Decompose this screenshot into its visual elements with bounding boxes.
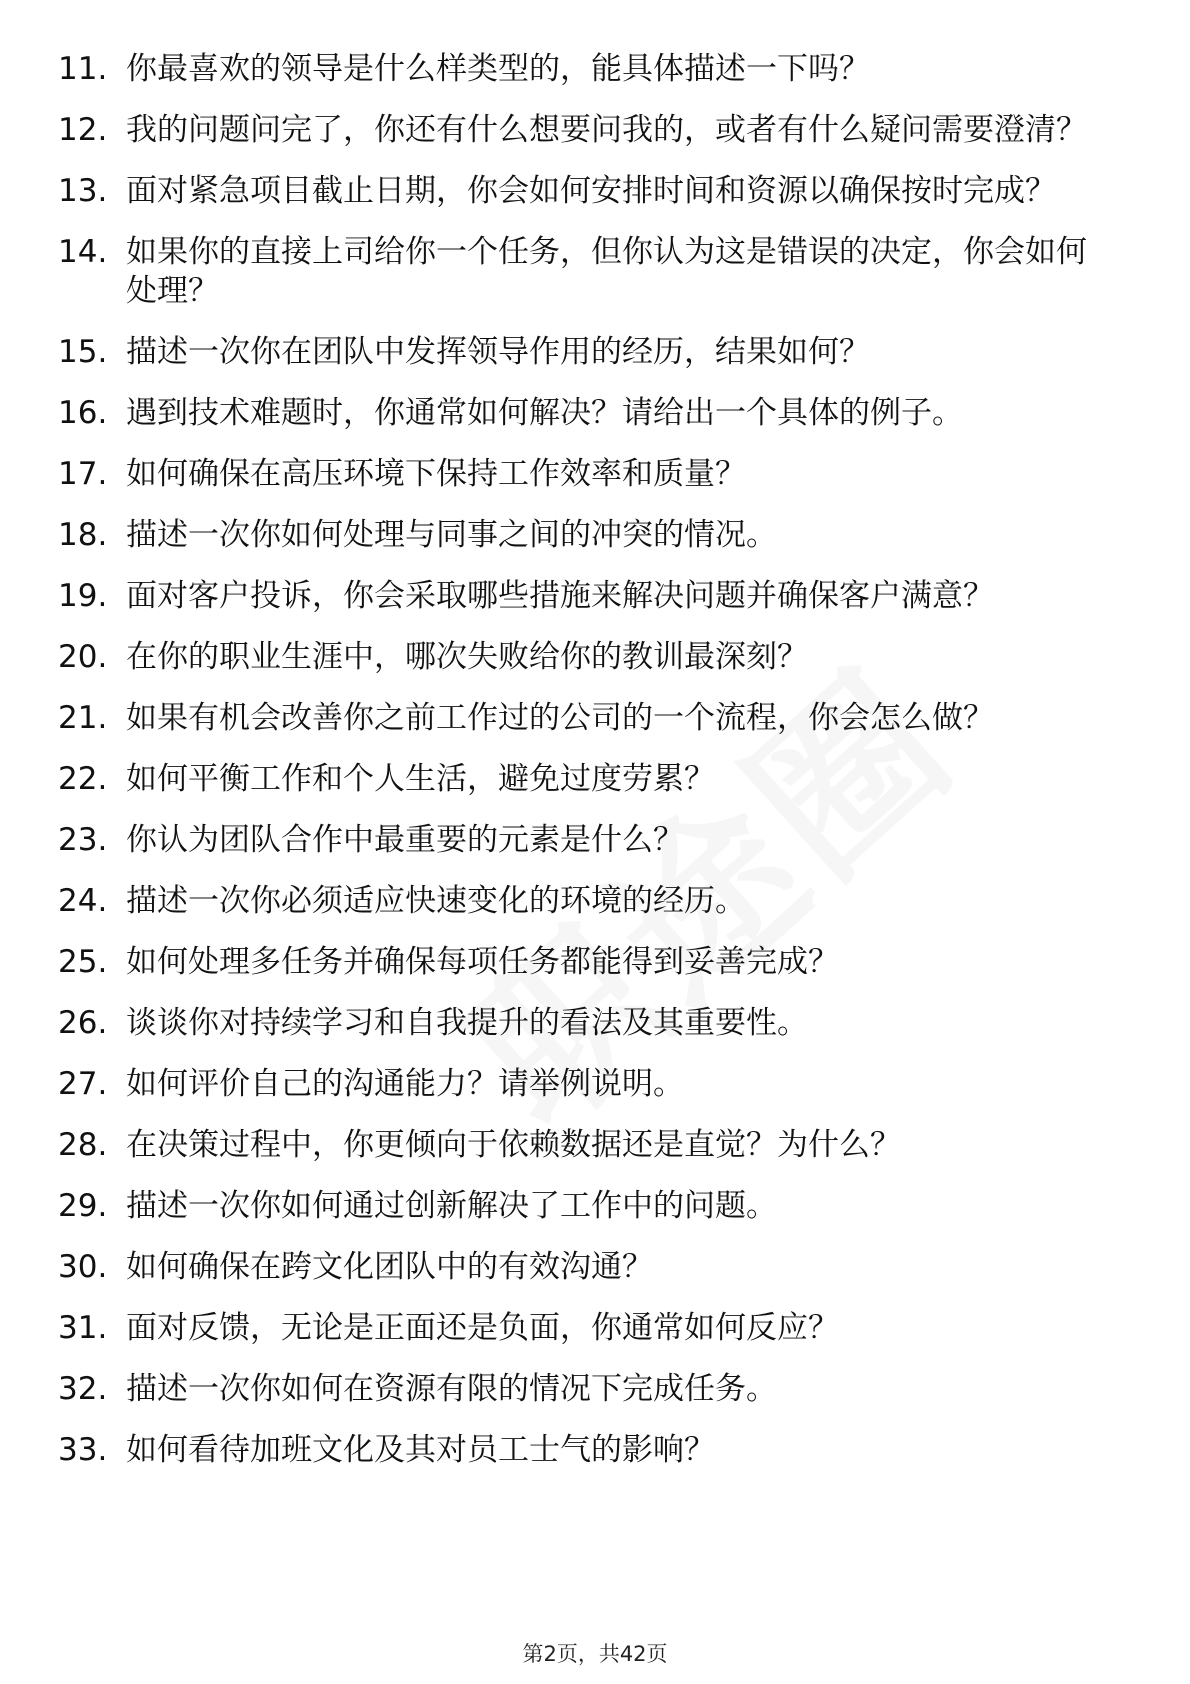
question-text: 描述一次你必须适应快速变化的环境的经历。 — [126, 883, 746, 919]
question-number: 28. — [58, 1127, 108, 1163]
list-item — [0, 455, 1190, 494]
question-number: 22. — [58, 761, 108, 797]
list-item — [0, 1004, 1190, 1043]
list-item — [0, 577, 1190, 616]
question-text: 你认为团队合作中最重要的元素是什么？ — [126, 822, 684, 858]
question-number: 11. — [58, 51, 108, 87]
question-text: 描述一次你如何在资源有限的情况下完成任务。 — [126, 1371, 777, 1407]
list-item — [0, 1248, 1190, 1287]
question-number: 31. — [58, 1310, 108, 1346]
page-footer: 第2页，共42页 — [522, 1642, 668, 1666]
question-number: 20. — [58, 639, 108, 675]
question-number: 33. — [58, 1432, 108, 1468]
question-text: 在决策过程中，你更倾向于依赖数据还是直觉？为什么？ — [126, 1127, 901, 1163]
question-number: 19. — [58, 578, 108, 614]
list-item — [0, 943, 1190, 982]
list-item — [0, 516, 1190, 555]
list-item — [0, 394, 1190, 433]
question-number: 21. — [58, 700, 108, 736]
list-item — [0, 233, 1190, 311]
question-text: 描述一次你如何处理与同事之间的冲突的情况。 — [126, 517, 777, 553]
question-list — [0, 50, 1190, 1492]
list-item — [0, 638, 1190, 677]
question-text: 谈谈你对持续学习和自我提升的看法及其重要性。 — [126, 1005, 808, 1041]
question-text: 面对客户投诉，你会采取哪些措施来解决问题并确保客户满意？ — [126, 578, 994, 614]
list-item — [0, 172, 1190, 211]
question-text: 描述一次你如何通过创新解决了工作中的问题。 — [126, 1188, 777, 1224]
list-item — [0, 333, 1190, 372]
question-text: 在你的职业生涯中，哪次失败给你的教训最深刻？ — [126, 639, 808, 675]
question-text: 遇到技术难题时，你通常如何解决？请给出一个具体的例子。 — [126, 395, 963, 431]
question-number: 32. — [58, 1371, 108, 1407]
question-text: 如何确保在跨文化团队中的有效沟通？ — [126, 1249, 653, 1285]
question-number: 13. — [58, 173, 108, 209]
question-text: 如何平衡工作和个人生活，避免过度劳累？ — [126, 761, 715, 797]
question-number: 17. — [58, 456, 108, 492]
question-text: 如果有机会改善你之前工作过的公司的一个流程，你会怎么做？ — [126, 700, 994, 736]
question-text: 面对反馈，无论是正面还是负面，你通常如何反应？ — [126, 1310, 839, 1346]
question-number: 23. — [58, 822, 108, 858]
question-number: 12. — [58, 112, 108, 148]
question-number: 25. — [58, 944, 108, 980]
list-item — [0, 111, 1190, 150]
question-text: 面对紧急项目截止日期，你会如何安排时间和资源以确保按时完成？ — [126, 173, 1056, 209]
list-item — [0, 1309, 1190, 1348]
question-text: 如果你的直接上司给你一个任务，但你认为这是错误的决定，你会如何处理？ — [126, 234, 1087, 309]
list-item — [0, 1126, 1190, 1165]
question-number: 24. — [58, 883, 108, 919]
list-item — [0, 699, 1190, 738]
question-number: 18. — [58, 517, 108, 553]
list-item — [0, 1370, 1190, 1409]
question-text: 我的问题问完了，你还有什么想要问我的，或者有什么疑问需要澄清？ — [126, 112, 1087, 148]
question-text: 描述一次你在团队中发挥领导作用的经历，结果如何？ — [126, 334, 870, 370]
list-item — [0, 1431, 1190, 1470]
list-item — [0, 50, 1190, 89]
list-item — [0, 1187, 1190, 1226]
question-text: 如何处理多任务并确保每项任务都能得到妥善完成？ — [126, 944, 839, 980]
question-text: 你最喜欢的领导是什么样类型的，能具体描述一下吗？ — [126, 51, 870, 87]
question-text: 如何评价自己的沟通能力？请举例说明。 — [126, 1066, 684, 1102]
list-item — [0, 882, 1190, 921]
question-number: 15. — [58, 334, 108, 370]
question-number: 27. — [58, 1066, 108, 1102]
question-text: 如何确保在高压环境下保持工作效率和质量？ — [126, 456, 746, 492]
question-number: 14. — [58, 234, 108, 270]
list-item — [0, 821, 1190, 860]
question-number: 26. — [58, 1005, 108, 1041]
question-number: 29. — [58, 1188, 108, 1224]
question-number: 16. — [58, 395, 108, 431]
question-number: 30. — [58, 1249, 108, 1285]
list-item — [0, 760, 1190, 799]
question-text: 如何看待加班文化及其对员工士气的影响？ — [126, 1432, 715, 1468]
list-item — [0, 1065, 1190, 1104]
